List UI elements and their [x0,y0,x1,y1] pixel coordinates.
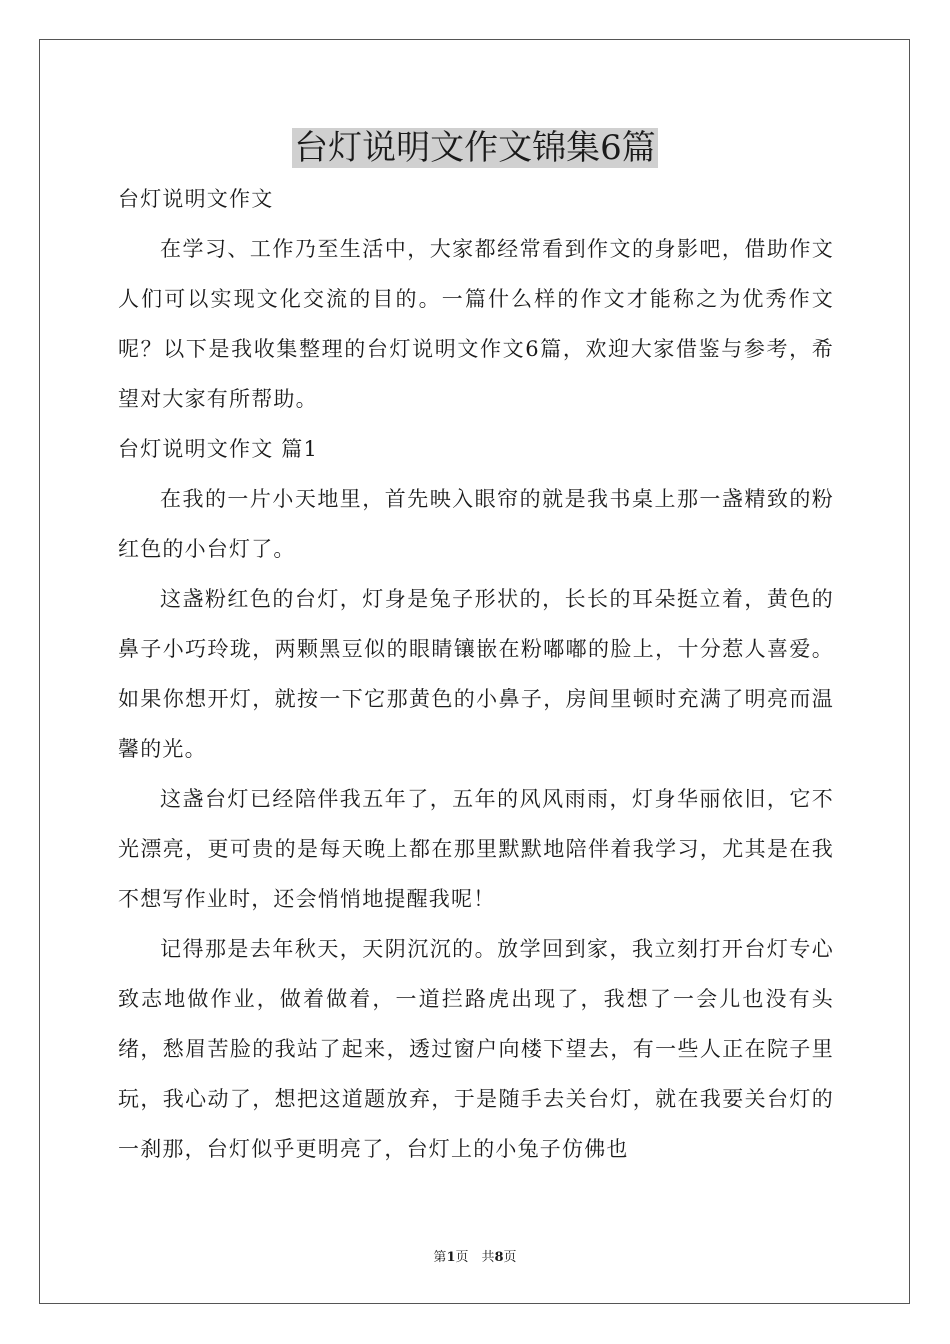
section-heading: 台灯说明文作文 篇1 [118,437,319,461]
document-title [0,124,950,172]
page-label-prefix: 第 [433,1250,447,1265]
document-title-text: 台灯说明文作文锦集6篇 [294,128,656,168]
document-body [118,174,834,1174]
body-paragraph: 在学习、工作乃至生活中，大家都经常看到作文的身影吧，借助作文人们可以实现文化交流的目的。一篇什么样的作文才能称之为优秀作文呢？以下是我收集整理的台灯说明文作文6篇，欢迎大家借鉴与参考，希望对大家有所帮助。 [118,237,834,411]
page-label-mid: 页 共 [455,1250,495,1265]
total-pages-number: 8 [494,1250,504,1265]
body-paragraph: 在我的一片小天地里，首先映入眼帘的就是我书桌上那一盏精致的粉红色的小台灯了。 [118,487,834,561]
page-footer [0,1249,950,1267]
page-label-suffix: 页 [503,1250,517,1265]
body-paragraph: 这盏粉红色的台灯，灯身是兔子形状的，长长的耳朵挺立着，黄色的鼻子小巧玲珑，两颗黑豆似的眼睛镶嵌在粉嘟嘟的脸上，十分惹人喜爱。如果你想开灯，就按一下它那黄色的小鼻子，房间里顿时充满了明亮而温馨的光。 [118,587,834,761]
current-page-number: 1 [446,1250,456,1265]
body-paragraph: 记得那是去年秋天，天阴沉沉的。放学回到家，我立刻打开台灯专心致志地做作业，做着做着，一道拦路虎出现了，我想了一会儿也没有头绪，愁眉苦脸的我站了起来，透过窗户向楼下望去，有一些人正在院子里玩，我心动了，想把这道题放弃，于是随手去关台灯，就在我要关台灯的一刹那，台灯似乎更明亮了，台灯上的小兔子仿佛也 [118,937,834,1161]
body-paragraph: 这盏台灯已经陪伴我五年了，五年的风风雨雨，灯身华丽依旧，它不光漂亮，更可贵的是每天晚上都在那里默默地陪伴着我学习，尤其是在我不想写作业时，还会悄悄地提醒我呢！ [118,787,834,911]
section-heading: 台灯说明文作文 [118,187,274,211]
